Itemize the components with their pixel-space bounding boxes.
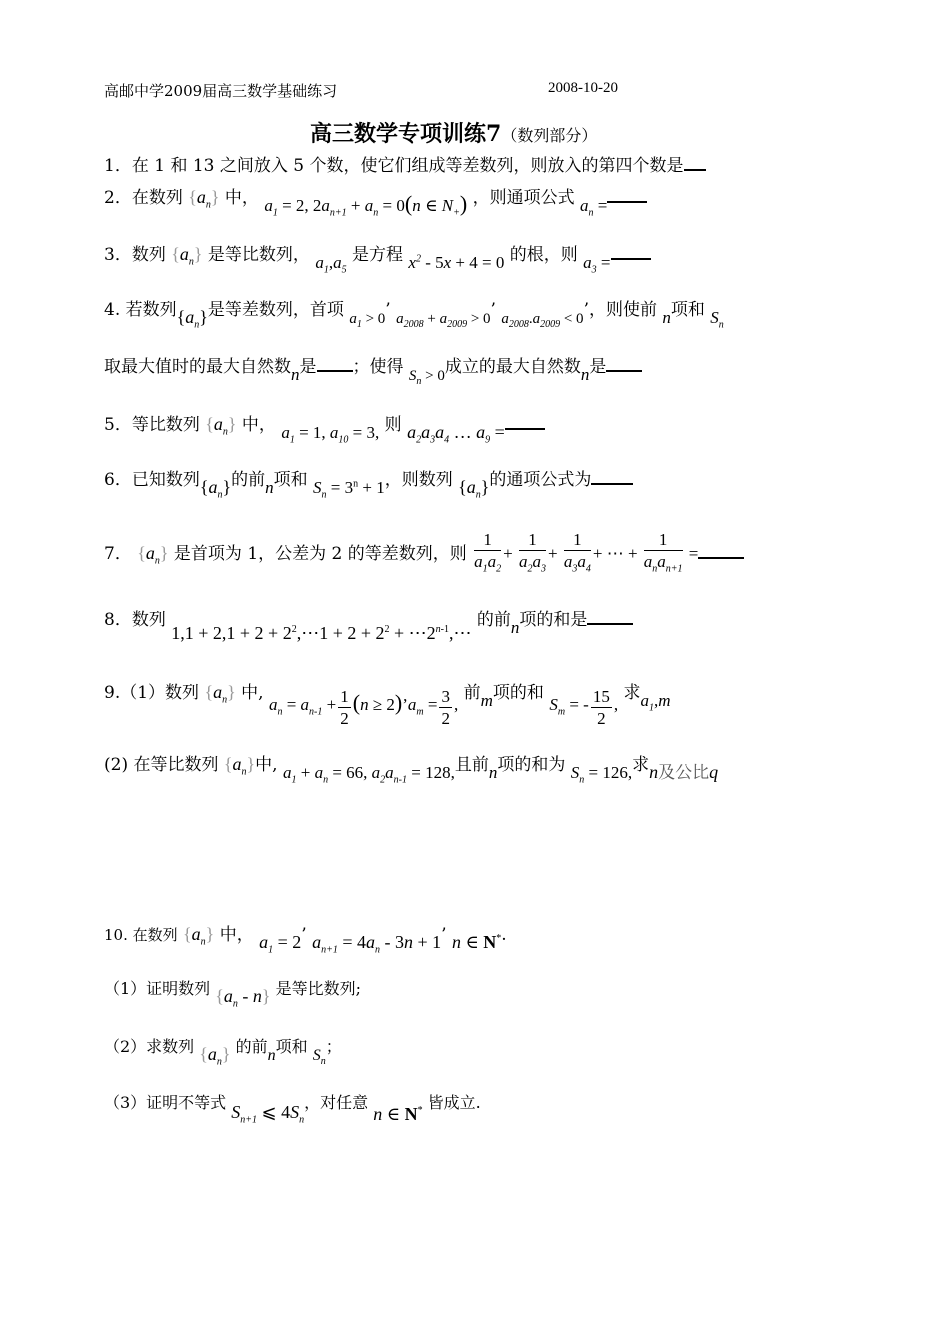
- recurrence-relation: $a_{n+1} = 4a_n - 3n + 1$: [312, 932, 442, 956]
- problem-10-q3-text2: 皆成立.: [427, 1093, 481, 1112]
- domain-N-star: n ∈ N*: [451, 932, 502, 952]
- problem-10-label: 10. 在数列: [104, 926, 178, 944]
- S-n-formula: $S_n = 3^n + 1$: [313, 478, 385, 501]
- problem-2: [104, 183, 647, 219]
- problem-8-text2: 项的和是: [519, 610, 588, 630]
- answer-blank: [684, 169, 706, 171]
- problem-5-text1: 中，: [241, 415, 276, 435]
- problem-5-label: 5．等比数列: [104, 415, 200, 435]
- problem-1: [104, 151, 706, 176]
- problem-4-label: 4. 若数列: [104, 300, 177, 320]
- answer-blank: [607, 201, 647, 203]
- condition-sum: $a_{2008} + a_{2009} > 0$: [396, 311, 491, 330]
- problem-6-label: 6．已知数列: [104, 470, 200, 490]
- problem-9-part-2-text5: 及公比: [658, 763, 710, 783]
- geometric-givens: $a_1 + a_n = 66$, $a_2a_{n-1} = 128$,: [282, 763, 455, 786]
- problem-10-q1-text: 是等比数列;: [275, 979, 362, 998]
- problem-10-q2-label: （2）求数列: [104, 1037, 195, 1056]
- unknowns: $a_1,m$: [640, 691, 671, 714]
- problem-6: [104, 465, 633, 501]
- problem-10-q3-text1: ，对任意: [304, 1093, 369, 1112]
- problem-10-q2-text2: 项和: [275, 1037, 308, 1056]
- condition-product: $a_{2008}.a_{2009} < 0$: [501, 311, 584, 330]
- S-n-value: $S_n = 126$,: [570, 763, 633, 786]
- problem-8-label: 8．数列: [104, 610, 166, 630]
- problem-1-text: 1．在 1 和 13 之间放入 5 个数，使它们组成等差数列，则放入的第四个数是: [104, 156, 684, 176]
- page-title: [310, 117, 597, 148]
- problem-6-text2: 项和: [273, 470, 308, 490]
- problem-10-q3-label: （3）证明不等式: [104, 1093, 227, 1112]
- problem-5-givens: $a_1 = 1$, $a_{10} = 3$,: [281, 423, 380, 446]
- problem-2-label: 2．在数列: [104, 188, 183, 208]
- n-symbol: n: [510, 618, 520, 637]
- problem-6-text3: ，则数列: [384, 470, 453, 490]
- problem-4-line2a: 取最大值时的最大自然数: [104, 357, 291, 377]
- header-date: 2008-10-20: [548, 80, 618, 96]
- n-symbol: n: [291, 365, 300, 384]
- answer-blank: [698, 557, 744, 559]
- problem-3-label: 3．数列: [104, 245, 166, 265]
- answer-blank: [606, 370, 642, 372]
- problem-9-part-2-text1: 中,: [255, 755, 278, 775]
- n-symbol: n: [662, 308, 671, 327]
- answer-blank: [611, 258, 651, 260]
- n-symbol: n: [580, 365, 590, 384]
- problem-9-part-2-text4: 求: [632, 755, 650, 775]
- problem-3-text2: 是方程: [351, 245, 403, 265]
- problem-2-mid: 中，: [224, 188, 259, 208]
- problem-2-formula: $a_1 = 2$, $2a_{n+1} + a_n = 0(n$ ∈ $N_+$): [264, 191, 468, 219]
- answer-blank: [505, 428, 545, 430]
- problem-3-text3: 的根，则: [509, 245, 578, 265]
- answer-blank: [317, 370, 353, 372]
- n-symbol: n: [265, 478, 274, 497]
- problem-9-part-2: [104, 750, 719, 786]
- problem-4-text2: ，则使前: [588, 300, 657, 320]
- a3-symbol: $a_3$ =: [583, 253, 611, 276]
- inequality: $S_{n+1}$ ⩽ $4S_n$: [231, 1102, 305, 1126]
- problem-4-line2: [104, 352, 642, 387]
- n-symbol: n: [488, 763, 498, 782]
- problem-10-q2: （2）求数列 $\{a_n\}$ 的前n项和 $S_n$；: [104, 1037, 342, 1068]
- problem-3: [104, 240, 651, 276]
- S-m-value: $S_m$ = - $\frac{15}{2}$ ,: [549, 687, 619, 728]
- title-sub: （数列部分）: [501, 126, 598, 145]
- problem-5: [104, 410, 545, 446]
- problem-10: 10. 在数列 $\{a_n\}$ 中， $a_1 = 2$’ $a_{n+1} = 4a_n - 3n + 1$’ n ∈ N*.: [104, 924, 507, 956]
- problem-10-q3: [104, 1090, 481, 1126]
- problem-9-text4: 求: [623, 683, 641, 703]
- S-n-positive: $S_n > 0$: [408, 368, 445, 387]
- S-n-symbol: $S_n$: [312, 1047, 326, 1068]
- problem-5-text2: 则: [384, 415, 402, 435]
- m-symbol: m: [480, 691, 493, 710]
- a-n-symbol: $a_n$ =: [580, 196, 608, 219]
- condition-a1: $a_1 > 0$: [349, 311, 386, 330]
- seq-a-n: $\{a_n\}$: [458, 477, 490, 501]
- seq-a-n: $\{a_n\}$: [176, 307, 208, 331]
- problem-6-text4: 的通项公式为: [489, 470, 592, 490]
- problem-3-text1: 是等比数列，: [207, 245, 310, 265]
- seq-a-n: $\{a_n\}$: [199, 1044, 231, 1068]
- seq-a-n: $\{a_n\}$: [204, 682, 236, 706]
- seq-a-n: $\{a_n\}$: [188, 187, 220, 211]
- problem-4-line2e: 是: [589, 357, 607, 377]
- seq-a-n-minus-n: $\{a_n - n\}$: [215, 986, 271, 1010]
- n-symbol: n: [649, 762, 659, 782]
- q-symbol: q: [709, 762, 719, 782]
- problem-7: [104, 530, 744, 580]
- problem-4-line2b: 是: [299, 357, 317, 377]
- answer-blank: [591, 483, 633, 485]
- problem-9-part-2-label: (2) 在等比数列: [104, 755, 219, 775]
- reciprocal-sum: $\frac{1}{a_1a_2}$ + $\frac{1}{a_2a_3}$ + $\frac{1}{a_3a_4}$ + ⋯ + $\frac{1}{a_na_{n+1}}$ =: [474, 530, 699, 575]
- problem-7-label: 7．: [104, 544, 132, 565]
- problem-8-text1: 的前: [476, 610, 511, 630]
- roots-a1-a5: $a_1,a_5$: [315, 253, 347, 276]
- seq-a-n: $\{a_n\}$: [137, 543, 169, 567]
- problem-4: 4. 若数列$\{a_n\}$是等差数列，首项 $a_1 > 0$’ $a_{2008} + a_{2009} > 0$’ $a_{2008}.a_{2009} < 0$’，则使前 n项和 $S_n$: [104, 300, 724, 331]
- problem-10-q1: [104, 976, 362, 1010]
- seq-a-n: $\{a_n\}$: [183, 924, 215, 948]
- problem-4-line2c: ；使得: [352, 357, 404, 377]
- quadratic-equation: $x^2 - 5x + 4 = 0$: [408, 253, 505, 272]
- problem-6-text1: 的前: [231, 470, 266, 490]
- problem-10-text1: 中，: [219, 925, 254, 945]
- problem-9-part-2-text3: 项的和为: [497, 755, 566, 775]
- problem-4-text1: 是等差数列，首项: [207, 300, 344, 320]
- seq-a-n: $\{a_n\}$: [205, 414, 237, 438]
- recurrence-formula: $a_n = a_{n-1}$ + $\frac{1}{2}$ $(n \ge 2)’a_m$ = $\frac{3}{2}$ ,: [268, 687, 459, 728]
- problem-4-text3: 项和: [670, 300, 705, 320]
- problem-9-part-1: [104, 675, 671, 728]
- S-n-symbol: $S_n$: [710, 308, 724, 331]
- problem-9-text1: 中,: [241, 683, 264, 703]
- initial-term: $a_1 = 2$: [259, 932, 302, 956]
- problem-2-after: ，则通项公式: [472, 188, 575, 208]
- problem-7-text1: 是首项为 1，公差为 2 的等差数列，则: [173, 544, 467, 565]
- seq-a-n: $\{a_n\}$: [171, 244, 203, 268]
- problem-9-text3: 项的和: [492, 683, 544, 703]
- problem-9-text2: 前: [463, 683, 481, 703]
- problem-9-part-2-text2: 且前: [454, 755, 489, 775]
- school-header: 高邮中学2009届高三数学基础练习: [104, 82, 338, 100]
- problem-10-q2-text1: 的前: [235, 1037, 268, 1056]
- n-symbol: n: [267, 1047, 276, 1064]
- problem-4-line2d: 成立的最大自然数: [444, 357, 581, 377]
- seq-a-n: $\{a_n\}$: [199, 477, 232, 501]
- title-main: 高三数学专项训练7: [310, 121, 502, 147]
- problem-8: [104, 605, 633, 643]
- answer-blank: [587, 623, 633, 625]
- product-expression: $a_2a_3a_4$ … $a_9$ =: [407, 422, 505, 446]
- problem-10-q1-label: （1）证明数列: [104, 979, 211, 998]
- domain-N-star: n ∈ N*: [373, 1104, 423, 1124]
- sequence-terms: $1,1 + 2,1 + 2 + 2^2,\cdots 1 + 2 + 2^2$ + $\cdots 2^{n-1},\cdots$: [171, 623, 472, 643]
- seq-a-n: $\{a_n\}$: [223, 754, 256, 778]
- problem-9-label: 9.（1）数列: [104, 683, 200, 703]
